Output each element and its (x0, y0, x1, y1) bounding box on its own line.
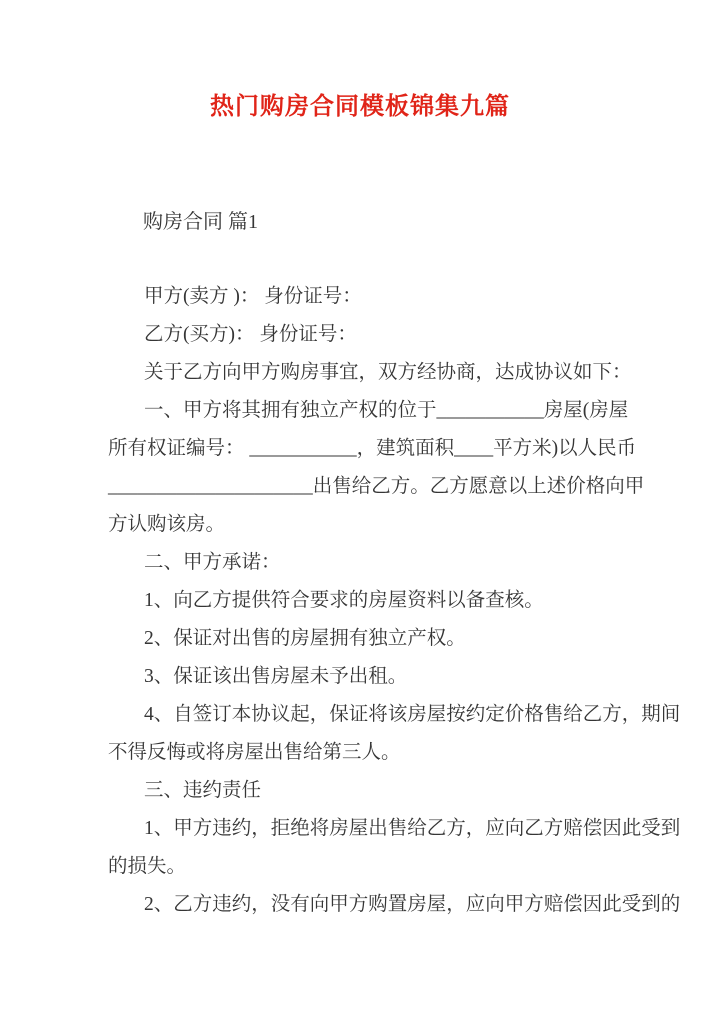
text-line: _____________________出售给乙方。乙方愿意以上述价格向甲 (108, 476, 645, 497)
text-line: 1、向乙方提供符合要求的房屋资料以备查核。 (144, 590, 544, 611)
section-heading: 购房合同 篇1 (143, 211, 258, 233)
text-line: 方认购该房。 (108, 514, 226, 535)
text-line: 所有权证编号： ___________，建筑面积____平方米)以人民币 (108, 438, 637, 459)
text-line: 二、甲方承诺： (144, 552, 281, 573)
text-line: 3、保证该出售房屋未予出租。 (144, 666, 408, 687)
text-line: 三、违约责任 (144, 780, 262, 801)
text-line: 甲方(卖方 )： 身份证号： (144, 286, 362, 307)
text-line: 一、甲方将其拥有独立产权的位于___________房屋(房屋 (144, 400, 629, 421)
text-line: 乙方(买方)： 身份证号： (144, 324, 357, 345)
document-body (108, 278, 681, 924)
text-line: 关于乙方向甲方购房事宜，双方经协商，达成协议如下： (144, 362, 632, 383)
text-line: 2、保证对出售的房屋拥有独立产权。 (144, 628, 466, 649)
text-line: 1、甲方违约，拒绝将房屋出售给乙方，应向乙方赔偿因此受到 (144, 818, 681, 839)
text-line: 4、自签订本协议起，保证将该房屋按约定价格售给乙方，期间 (144, 704, 681, 725)
text-line: 2、乙方违约，没有向甲方购置房屋，应向甲方赔偿因此受到的 (144, 894, 681, 915)
text-line: 不得反悔或将房屋出售给第三人。 (108, 742, 401, 763)
text-line: 的损失。 (108, 856, 187, 877)
document-title: 热门购房合同模板锦集九篇 (210, 94, 510, 120)
